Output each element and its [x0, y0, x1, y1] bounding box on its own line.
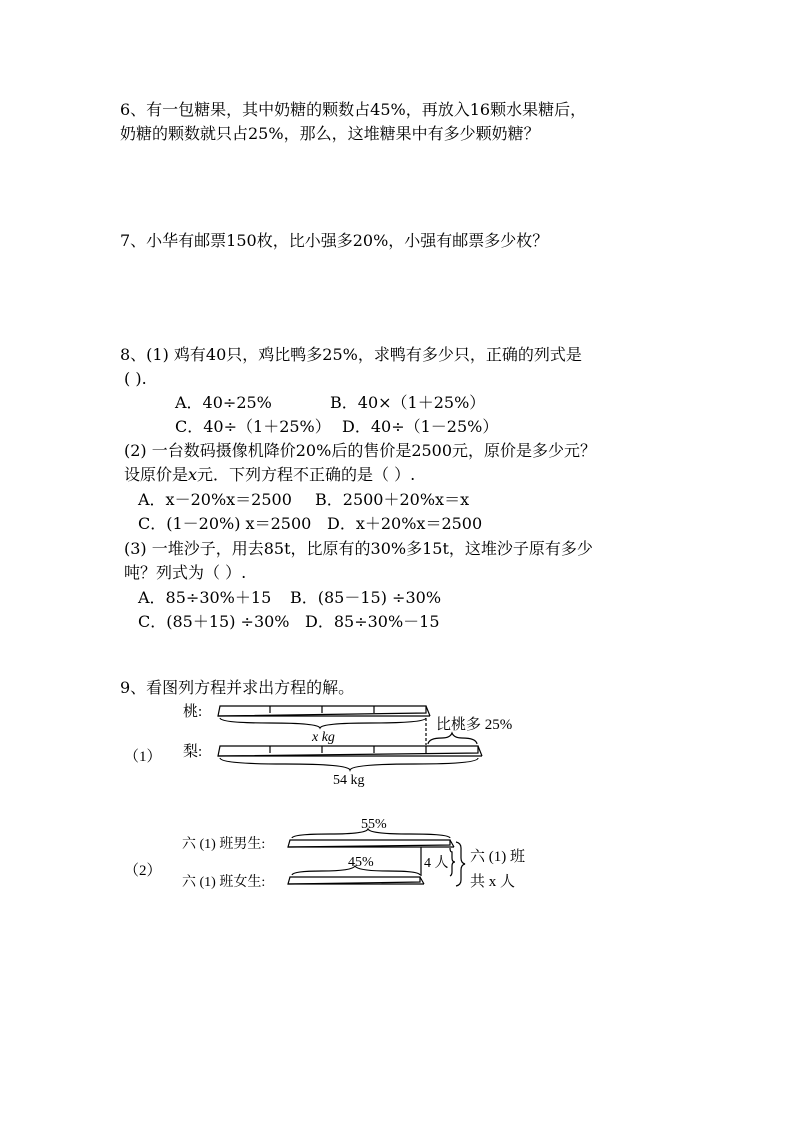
boys-bar [288, 840, 454, 847]
q9-title: 9、看图列方程并求出方程的解。 [120, 678, 355, 697]
peach-label: 桃: [183, 704, 203, 720]
q8-p3-option-c: C．(85＋15) ÷30% [138, 612, 290, 631]
boys-label: 六 (1) 班男生: [182, 837, 266, 852]
q8-p2-option-a: A．x－20%x＝2500 [138, 490, 292, 509]
girls-label: 六 (1) 班女生: [182, 875, 266, 890]
q8-p2-line1: (2) 一台数码摄像机降价20%后的售价是2500元，原价是多少元？ [124, 441, 597, 460]
q6-line2: 奶糖的颗数就只占25%，那么，这堆糖果中有多少颗奶糖？ [120, 124, 540, 143]
difference-brace [450, 848, 455, 876]
q8-p2-variable: x [188, 465, 198, 484]
q8-p1-option-c: C．40÷（1＋25%） [175, 417, 331, 436]
q8-p3-option-b: B．(85－15) ÷30% [290, 588, 442, 607]
q7-line1: 7、小华有邮票150枚，比小强多20%，小强有邮票多少枚？ [120, 231, 549, 250]
diagram-2-label: （2） [124, 863, 162, 879]
q8-p2-option-b: B．2500＋20%x＝x [315, 490, 470, 509]
girls-bar [288, 877, 424, 884]
diagram-1-label: （1） [124, 749, 162, 765]
q8-p1-option-b: B．40×（1＋25%） [330, 393, 486, 412]
q8-p3-line2: 吨？列式为（ ）. [124, 563, 247, 582]
q8-p1-line2: ( ). [124, 369, 147, 388]
girls-percent: 45% [348, 855, 374, 870]
total-line2: 共 x 人 [470, 874, 516, 890]
q8-p1-line1: 8、(1) 鸡有40只，鸡比鸭多25%，求鸭有多少只，正确的列式是 [120, 345, 582, 364]
pear-label: 梨: [183, 744, 203, 760]
q8-p2-option-c: C．(1－20%) x＝2500 [138, 514, 312, 533]
total-line1: 六 (1) 班 [470, 849, 525, 865]
q8-p2-option-d: D．x＋20%x＝2500 [327, 514, 483, 533]
q8-p1-option-d: D．40÷（1－25%） [342, 417, 499, 436]
difference-label: 4 人 [424, 856, 449, 871]
q6-line1: 6、有一包糖果，其中奶糖的颗数占45%，再放入16颗水果糖后， [120, 100, 587, 119]
q8-p3-option-a: A．85÷30%＋15 [138, 588, 272, 607]
pear-weight: 54 kg [333, 773, 365, 788]
peach-weight: x kg [312, 730, 335, 745]
q8-p3-line1: (3) 一堆沙子，用去85t，比原有的30%多15t，这堆沙子原有多少 [124, 539, 593, 558]
total-brace [456, 842, 465, 886]
q8-p3-option-d: D．85÷30%－15 [305, 612, 440, 631]
pear-more-note: 比桃多 25% [436, 717, 513, 733]
q8-p1-option-a: A．40÷25% [175, 393, 272, 412]
boys-percent: 55% [361, 817, 387, 832]
q8-p2-line2-b: 元．下列方程不正确的是（ ）. [197, 465, 416, 484]
q8-p2-line2-a: 设原价是 [124, 465, 189, 484]
